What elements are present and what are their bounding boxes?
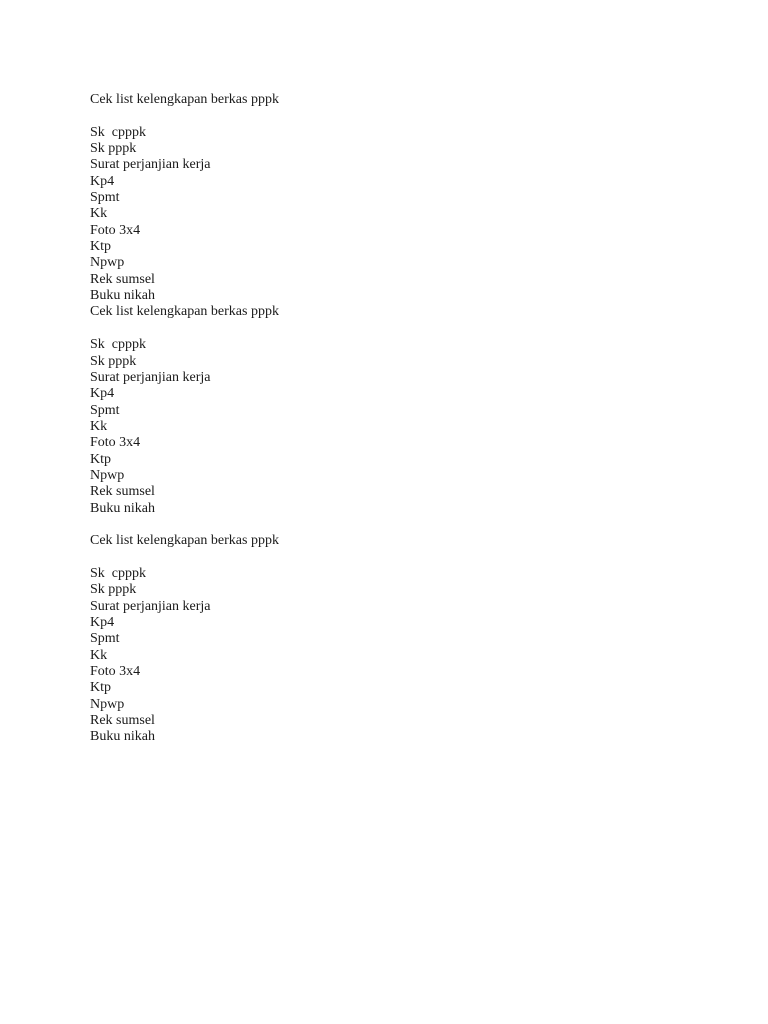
checklist-item: Foto 3x4 [90, 222, 141, 238]
checklist-item: Rek sumsel [90, 713, 155, 729]
checklist-item: Npwp [90, 696, 125, 712]
checklist-item: Surat perjanjian kerja [90, 598, 211, 614]
blank-line [90, 550, 690, 566]
checklist-item: Surat perjanjian kerja [90, 369, 211, 385]
blank-line [90, 108, 690, 124]
checklist-item: Kk [90, 647, 108, 663]
checklist-section [90, 533, 690, 745]
checklist-item: Kp4 [90, 173, 115, 189]
checklist-item: Sk cpppk [90, 337, 146, 353]
checklist-item: Sk cpppk [90, 124, 146, 140]
checklist-item: Surat perjanjian kerja [90, 157, 211, 173]
checklist-item: Kk [90, 206, 108, 222]
checklist-item: Rek sumsel [90, 271, 155, 287]
blank-line [90, 517, 690, 533]
checklist-item: Sk pppk [90, 141, 137, 157]
document-page [90, 92, 690, 746]
checklist-item: Ktp [90, 680, 111, 696]
checklist-section [90, 92, 690, 304]
checklist-item: Foto 3x4 [90, 664, 141, 680]
checklist-item: Buku nikah [90, 500, 155, 516]
checklist-item: Spmt [90, 631, 120, 647]
checklist-section [90, 304, 690, 516]
checklist-item: Buku nikah [90, 729, 155, 745]
checklist-item: Ktp [90, 451, 111, 467]
checklist-item: Foto 3x4 [90, 435, 141, 451]
checklist-item: Rek sumsel [90, 484, 155, 500]
section-title: Cek list kelengkapan berkas pppk [90, 92, 279, 107]
section-title: Cek list kelengkapan berkas pppk [90, 304, 279, 320]
checklist-item: Sk pppk [90, 353, 137, 369]
checklist-item: Spmt [90, 190, 120, 206]
section-title: Cek list kelengkapan berkas pppk [90, 533, 279, 549]
checklist-item: Buku nikah [90, 288, 155, 304]
checklist-item: Ktp [90, 239, 111, 255]
checklist-item: Kp4 [90, 615, 115, 630]
checklist-item: Npwp [90, 467, 125, 483]
checklist-item: Sk cpppk [90, 565, 146, 581]
checklist-item: Kk [90, 418, 108, 434]
checklist-item: Spmt [90, 402, 120, 418]
checklist-item: Kp4 [90, 386, 115, 402]
blank-line [90, 321, 690, 337]
checklist-item: Npwp [90, 255, 125, 271]
checklist-item: Sk pppk [90, 582, 137, 598]
